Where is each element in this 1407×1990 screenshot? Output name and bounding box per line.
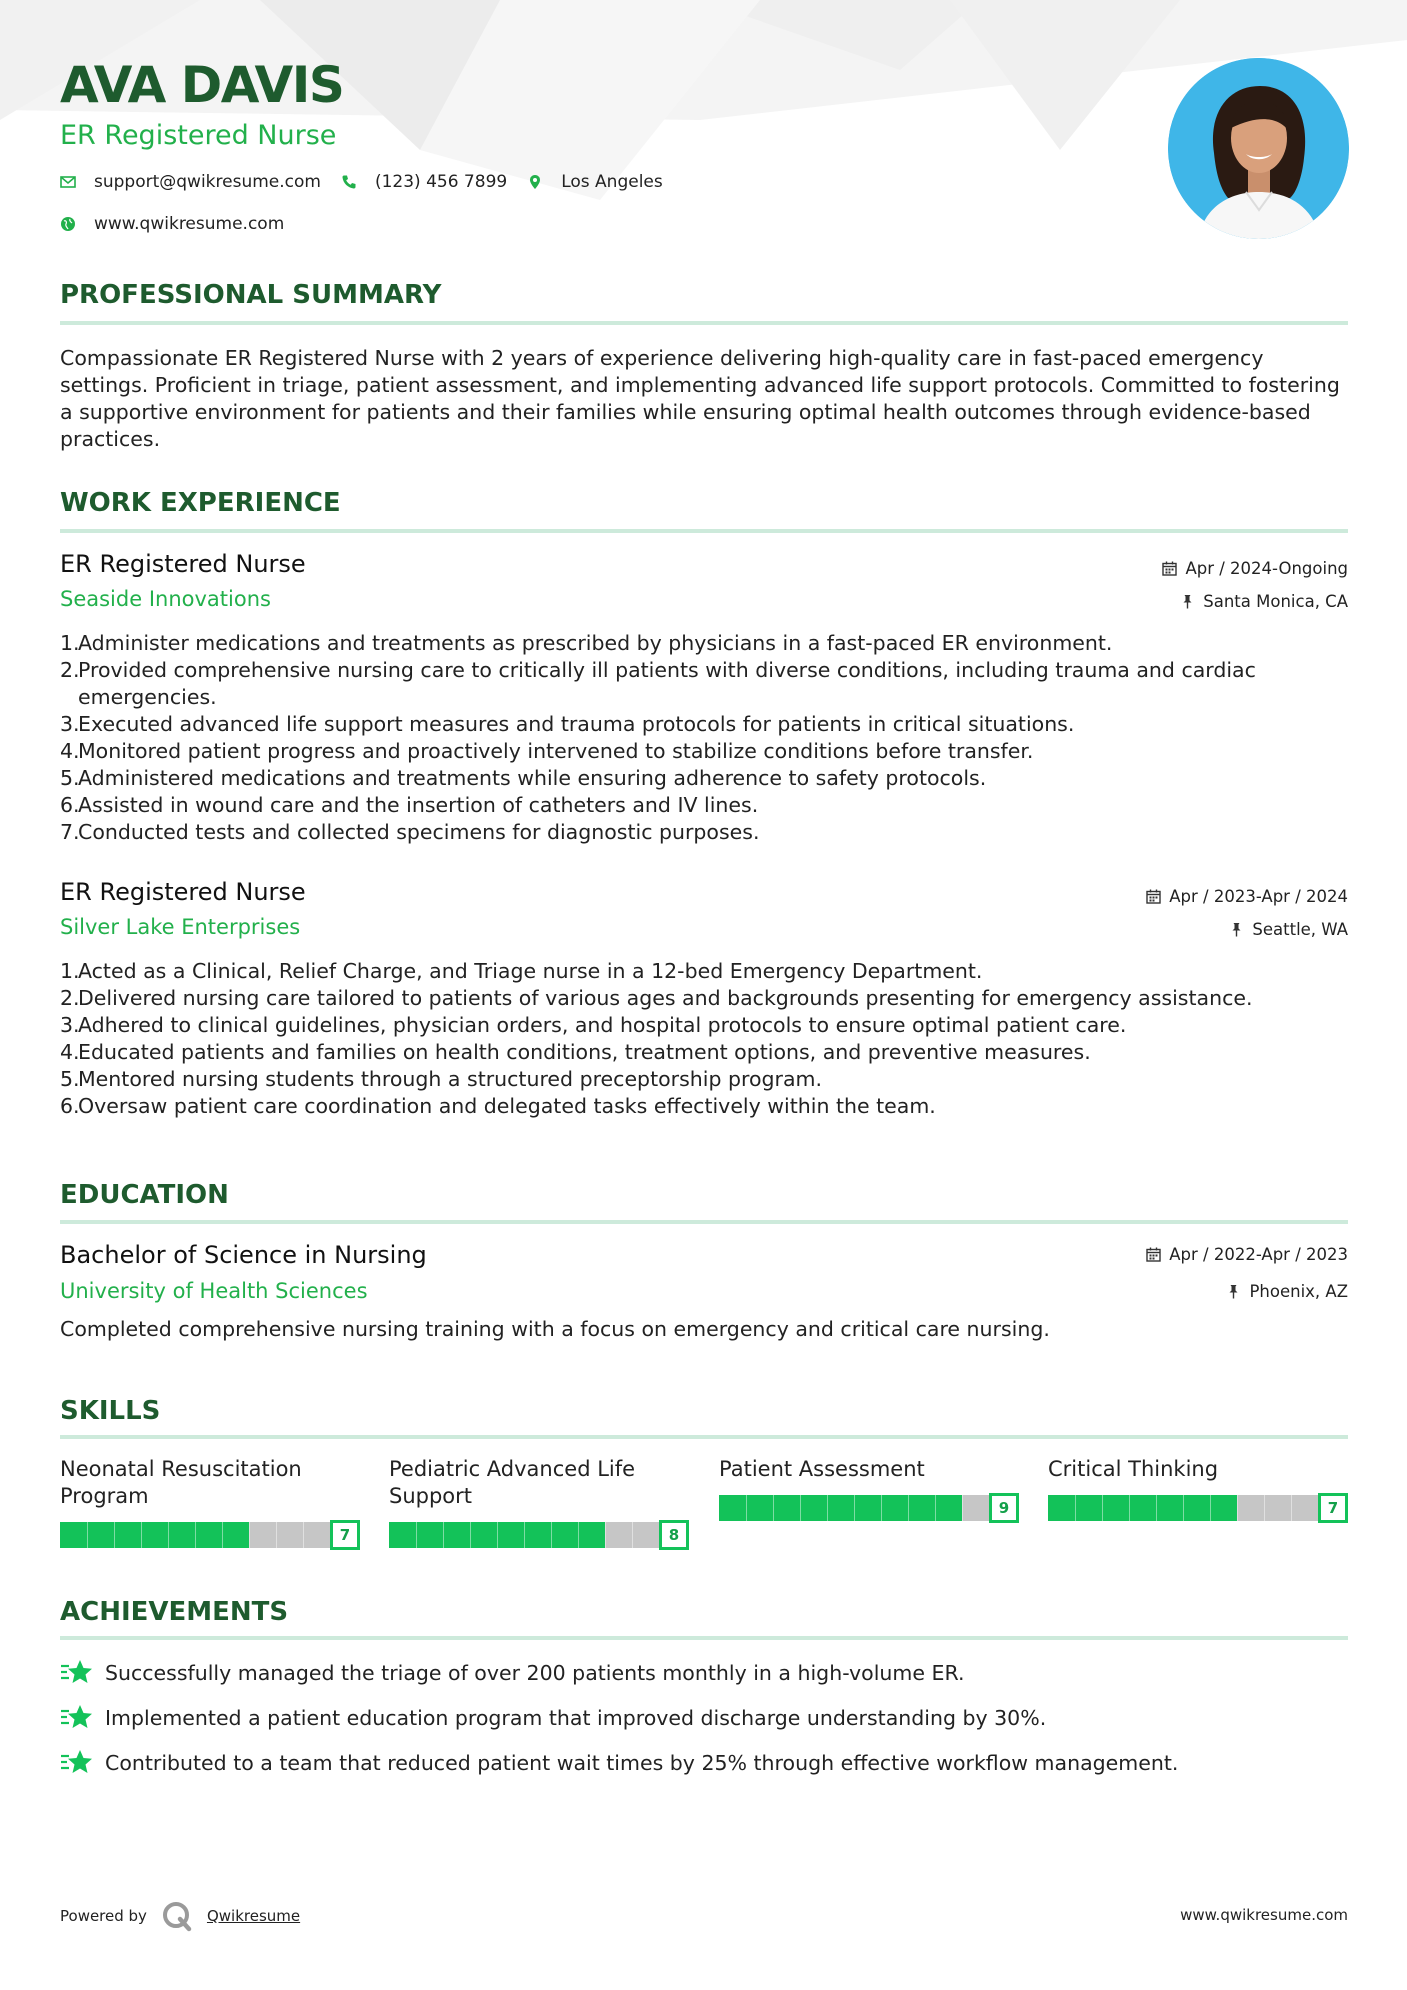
map-pin-icon [527, 174, 543, 190]
phone-text: (123) 456 7899 [374, 172, 508, 192]
skill-bar-segment-divider [827, 1495, 828, 1521]
skill-bar-segment-divider [249, 1522, 250, 1548]
skill-level-badge: 7 [330, 1520, 360, 1550]
job-1-date-text: Apr / 2024-Ongoing [1185, 559, 1348, 578]
skill-level-badge: 8 [659, 1520, 689, 1550]
list-item: 1. Acted as a Clinical, Relief Charge, and Triage nurse in a 12-bed Emergency Department. [60, 959, 983, 983]
experience-divider [60, 529, 1348, 533]
list-item: 6. Assisted in wound care and the insertion of catheters and IV lines. [60, 793, 759, 817]
achievements-divider [60, 1636, 1348, 1640]
skill-bar-segment-divider [1183, 1495, 1184, 1521]
skills-divider [60, 1435, 1348, 1439]
list-item: 4. Educated patients and families on health conditions, treatment options, and preventive measures. [60, 1040, 1091, 1064]
skill-bar-segment-divider [1210, 1495, 1211, 1521]
skill-rating-bar [389, 1520, 689, 1550]
contact-email[interactable] [60, 172, 321, 192]
brand-link[interactable]: Qwikresume [206, 1907, 301, 1925]
skill-name: Pediatric Advanced Life Support [389, 1457, 636, 1508]
list-item: 2. Provided comprehensive nursing care to critically ill patients with diverse conditions, including trauma and cardiac emergencies. [60, 658, 1256, 709]
skill-bar-track [60, 1522, 330, 1548]
job-1-bullets [60, 630, 1350, 846]
calendar-icon [1146, 889, 1161, 904]
location-text: Los Angeles [561, 172, 663, 192]
skill-bar-segment-divider [195, 1522, 196, 1548]
footer-website-link[interactable]: www.qwikresume.com [1180, 1906, 1348, 1924]
skills-heading: SKILLS [60, 1396, 161, 1426]
skill-bar-segment-divider [497, 1522, 498, 1548]
summary-text: Compassionate ER Registered Nurse with 2 years of experience delivering high-quality care in fast-paced emergency settings. Proficient in triage, patient assessment, and implementing advanced life support protocols. Committed to fostering a supportive environment for patients and their families while ensuring optimal health outcomes through evidence-based practices. [60, 346, 1340, 451]
skill-bar-segment-divider [962, 1495, 963, 1521]
pushpin-icon [1180, 594, 1195, 609]
phone-icon [341, 174, 357, 190]
skill-bar-segment-divider [1129, 1495, 1130, 1521]
skill-bar-segment-divider [605, 1522, 606, 1548]
skill-bar-track [719, 1495, 989, 1521]
job-2-location [1229, 920, 1348, 939]
list-item: 3. Adhered to clinical guidelines, physician orders, and hospital protocols to ensure optimal patient care. [60, 1013, 1127, 1037]
job-2-bullets [60, 958, 1350, 1120]
skill-name: Patient Assessment [719, 1457, 925, 1481]
skill-item [719, 1456, 1019, 1517]
star-badge-icon [60, 1658, 92, 1688]
skill-bar-fill [719, 1495, 962, 1521]
calendar-icon [1162, 561, 1177, 576]
star-badge-icon [60, 1703, 92, 1733]
globe-icon [60, 216, 76, 232]
achievement-text: Successfully managed the triage of over 200 patients monthly in a high-volume ER. [105, 1661, 965, 1685]
contact-row [60, 172, 683, 192]
achievement-item [60, 1748, 1178, 1778]
skill-bar-segment-divider [1075, 1495, 1076, 1521]
contact-phone[interactable] [341, 172, 507, 192]
job-1-title: ER Registered Nurse [60, 550, 306, 578]
skill-bar-segment-divider [222, 1522, 223, 1548]
skill-rating-bar [1048, 1493, 1348, 1523]
skill-item [389, 1456, 689, 1544]
profile-photo [1168, 58, 1349, 239]
skill-bar-segment-divider [1102, 1495, 1103, 1521]
achievement-text: Contributed to a team that reduced patient wait times by 25% through effective workflow management. [105, 1751, 1179, 1775]
list-item: 5. Administered medications and treatments while ensuring adherence to safety protocols. [60, 766, 987, 790]
skill-name: Critical Thinking [1048, 1457, 1219, 1481]
education-location [1226, 1282, 1348, 1301]
skill-bar-track [389, 1522, 659, 1548]
achievement-item [60, 1703, 1046, 1733]
job-2-location-text: Seattle, WA [1252, 920, 1348, 939]
skill-name: Neonatal Resuscitation Program [60, 1457, 302, 1508]
skill-bar-segment-divider [114, 1522, 115, 1548]
skill-bar-segment-divider [524, 1522, 525, 1548]
envelope-icon [60, 174, 76, 190]
education-location-text: Phoenix, AZ [1249, 1282, 1348, 1301]
skill-bar-segment-divider [1291, 1495, 1292, 1521]
skill-bar-segment-divider [303, 1522, 304, 1548]
pushpin-icon [1226, 1284, 1241, 1299]
qwikresume-logo-icon [161, 1900, 193, 1932]
education-school: University of Health Sciences [60, 1279, 368, 1303]
skill-bar-segment-divider [746, 1495, 747, 1521]
skill-bar-segment-divider [276, 1522, 277, 1548]
job-2-title: ER Registered Nurse [60, 878, 306, 906]
job-1-date [1162, 559, 1348, 578]
achievement-item [60, 1658, 964, 1688]
skill-bar-segment-divider [1237, 1495, 1238, 1521]
job-2-date [1146, 887, 1348, 906]
experience-heading: WORK EXPERIENCE [60, 488, 341, 518]
job-2-company: Silver Lake Enterprises [60, 915, 301, 939]
achievements-heading: ACHIEVEMENTS [60, 1597, 289, 1627]
education-divider [60, 1220, 1348, 1224]
skill-bar-segment-divider [935, 1495, 936, 1521]
star-badge-icon [60, 1748, 92, 1778]
list-item: 5. Mentored nursing students through a structured preceptorship program. [60, 1067, 822, 1091]
summary-divider [60, 321, 1348, 325]
job-1-location [1180, 592, 1348, 611]
calendar-icon [1146, 1247, 1161, 1262]
education-date-text: Apr / 2022-Apr / 2023 [1169, 1245, 1348, 1264]
skill-rating-bar [60, 1520, 360, 1550]
skill-bar-track [1048, 1495, 1318, 1521]
skill-bar-segment-divider [443, 1522, 444, 1548]
education-degree: Bachelor of Science in Nursing [60, 1241, 427, 1269]
list-item: 7. Conducted tests and collected specimens for diagnostic purposes. [60, 820, 760, 844]
skill-bar-segment-divider [908, 1495, 909, 1521]
skill-bar-segment-divider [168, 1522, 169, 1548]
skill-bar-segment-divider [416, 1522, 417, 1548]
job-1-location-text: Santa Monica, CA [1203, 592, 1348, 611]
skill-bar-segment-divider [551, 1522, 552, 1548]
skill-level-badge: 7 [1318, 1493, 1348, 1523]
list-item: 4. Monitored patient progress and proactively intervened to stabilize conditions before transfer. [60, 739, 1034, 763]
website-text: www.qwikresume.com [94, 214, 285, 234]
contact-row-website [60, 214, 304, 234]
summary-heading: PROFESSIONAL SUMMARY [60, 280, 442, 310]
skill-level-badge: 9 [989, 1493, 1019, 1523]
skill-bar-segment-divider [87, 1522, 88, 1548]
skill-bar-segment-divider [470, 1522, 471, 1548]
pushpin-icon [1229, 922, 1244, 937]
contact-location [527, 172, 663, 192]
skill-rating-bar [719, 1493, 1019, 1523]
skill-bar-segment-divider [881, 1495, 882, 1521]
skill-bar-segment-divider [141, 1522, 142, 1548]
education-date [1146, 1245, 1348, 1264]
list-item: 6. Oversaw patient care coordination and delegated tasks effectively within the team. [60, 1094, 936, 1118]
skill-bar-segment-divider [632, 1522, 633, 1548]
skill-item [1048, 1456, 1348, 1517]
education-heading: EDUCATION [60, 1180, 229, 1210]
achievement-text: Implemented a patient education program that improved discharge understanding by 30%. [105, 1706, 1047, 1730]
education-description: Completed comprehensive nursing training with a focus on emergency and critical care nursing. [60, 1317, 1050, 1341]
contact-website[interactable] [60, 214, 284, 234]
skill-bar-fill [1048, 1495, 1237, 1521]
candidate-name: AVA DAVIS [60, 56, 344, 114]
job-2-date-text: Apr / 2023-Apr / 2024 [1169, 887, 1348, 906]
skill-bar-segment-divider [578, 1522, 579, 1548]
email-text: support@qwikresume.com [94, 172, 321, 192]
job-1-company: Seaside Innovations [60, 587, 271, 611]
list-item: 1. Administer medications and treatments as prescribed by physicians in a fast-paced ER environment. [60, 631, 1113, 655]
skill-bar-segment-divider [773, 1495, 774, 1521]
footer-powered-by [60, 1900, 300, 1932]
skill-bar-segment-divider [854, 1495, 855, 1521]
list-item: 3. Executed advanced life support measures and trauma protocols for patients in critical situations. [60, 712, 1075, 736]
skill-bar-segment-divider [800, 1495, 801, 1521]
skill-bar-fill [60, 1522, 249, 1548]
list-item: 2. Delivered nursing care tailored to patients of various ages and backgrounds presenting for emergency assistance. [60, 986, 1253, 1010]
skill-bar-segment-divider [1264, 1495, 1265, 1521]
powered-by-label: Powered by [60, 1907, 147, 1925]
skill-bar-segment-divider [1156, 1495, 1157, 1521]
candidate-title: ER Registered Nurse [60, 120, 337, 151]
skill-item [60, 1456, 360, 1544]
